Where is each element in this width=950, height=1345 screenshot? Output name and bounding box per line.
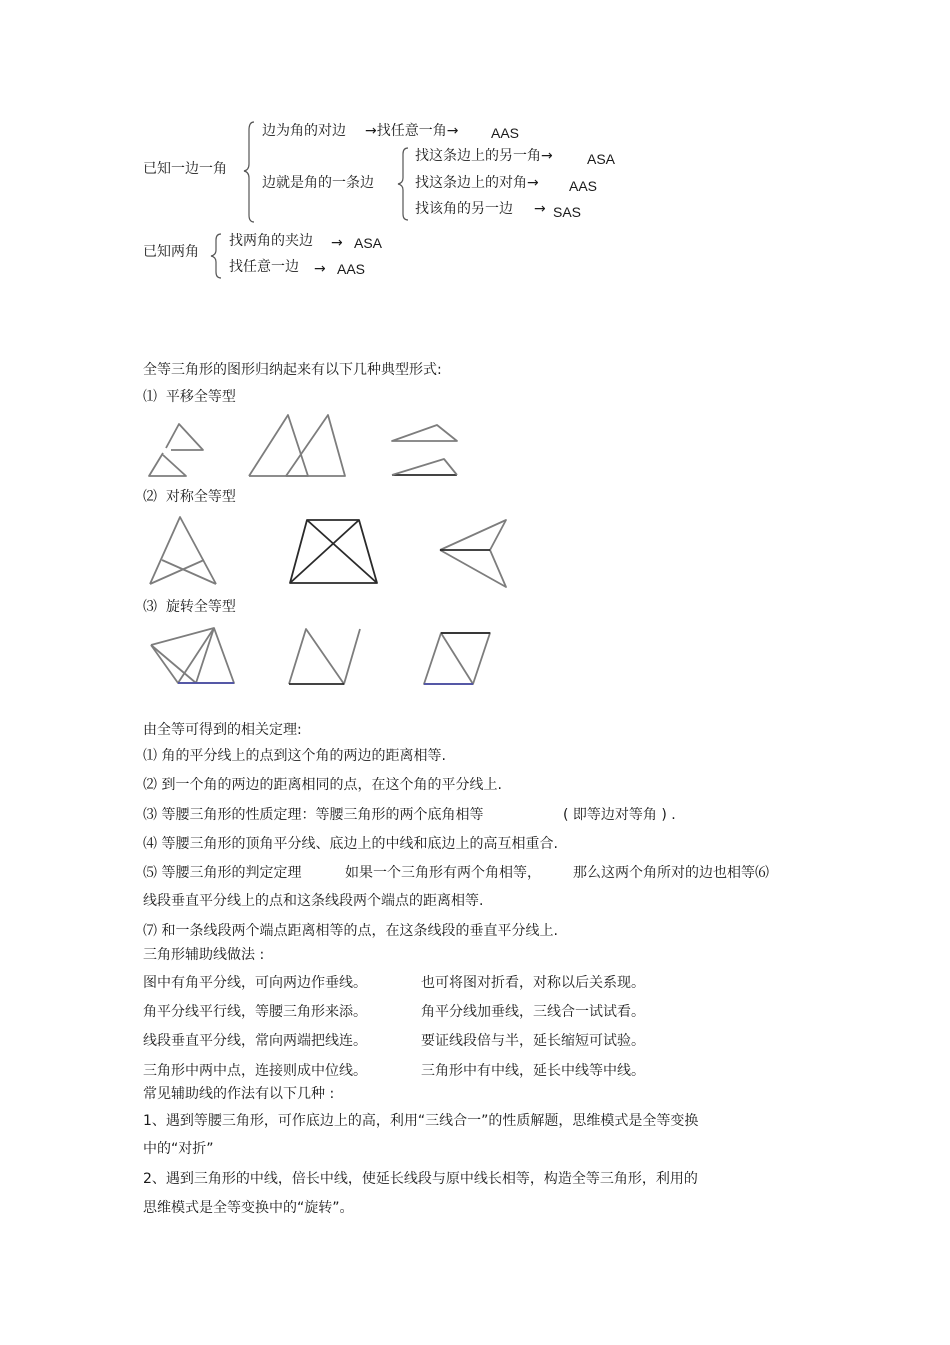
aux-row-2-left: 角平分线平行线，等腰三角形来添。 [143,1004,367,1020]
form-symmetric-label: 对称全等型 [165,489,236,505]
theorem-5: ⑸ 等腰三角形的判定定理 [143,865,302,881]
form-symmetric-title [143,488,236,506]
label-two-angles: 已知两角 [143,244,199,260]
common-p1-line1: 1、遇到等腰三角形，可作底边上的高，利用“三线合一”的性质解题，思维模式是全等变换 [143,1113,699,1129]
sub-other-side: 找该角的另一边 [415,201,513,217]
sub-any-side-arrow: → [314,261,326,277]
branch-adjacent-side: 边就是角的一条边 [262,175,374,191]
label-one-side-one-angle: 已知一边一角 [143,161,227,177]
theorem-5-if: 如果一个三角形有两个角相等， [345,865,541,881]
figure-translate-1 [146,418,208,480]
brace-one-side-one-angle [244,120,256,225]
brace-adjacent-side [398,146,410,222]
theorem-3: ⑶ 等腰三角形的性质定理：等腰三角形的两个底角相等 [143,807,484,823]
theorems-title: 由全等可得到的相关定理: [143,722,302,738]
sub-other-side-arrow: → [534,201,546,217]
figure-rotate-3 [421,630,495,688]
result-sas: SAS [553,204,582,220]
sub-any-side: 找任意一边 [229,259,299,275]
sub-other-angle: 找这条边上的另一角→ [415,148,553,164]
common-p1-line2: 中的“对折” [143,1141,214,1157]
aux-row-3-left: 线段垂直平分线，常向两端把线连。 [143,1033,367,1049]
result-aas-3: AAS [337,261,366,277]
aux-row-3-right: 要证线段倍与半，延长缩短可试验。 [421,1033,645,1049]
theorem-6: 线段垂直平分线上的点和这条线段两个端点的距离相等. [143,893,484,909]
figure-translate-3 [389,423,461,479]
theorem-1: ⑴ 角的平分线上的点到这个角的两边的距离相等. [143,748,446,764]
sub-opposite-angle: 找这条边上的对角→ [415,175,539,191]
form-rotate-label: 旋转全等型 [165,599,236,615]
result-aas-1: AAS [491,125,520,141]
result-asa-1: ASA [587,151,616,167]
aux-row-4-right: 三角形中有中线，延长中线等中线。 [421,1063,645,1079]
result-aas-2: AAS [569,178,598,194]
theorem-5-then: 那么这两个角所对的边也相等⑹ [573,865,769,881]
figure-rotate-1 [148,625,240,687]
theorem-3-note: ( 即等边对等角 ) . [563,807,676,823]
result-asa-2: ASA [354,235,383,251]
theorem-2: ⑵ 到一个角的两边的距离相同的点，在这个角的平分线上. [143,777,502,793]
form-symmetric-num: ⑵ [143,489,157,505]
aux-row-4-left: 三角形中两中点，连接则成中位线。 [143,1063,367,1079]
aux-row-2-right: 角平分线加垂线，三线合一试试看。 [421,1004,645,1020]
aux-row-1-right: 也可将图对折看，对称以后关系现。 [421,975,645,991]
theorem-4: ⑷ 等腰三角形的顶角平分线、底边上的中线和底边上的高互相重合. [143,836,558,852]
form-translate-title [143,388,236,406]
branch-opposite-side: 边为角的对边 [262,123,346,139]
sub-included-side-arrow: → [331,235,343,251]
aux-title: 三角形辅助线做法 : [143,947,265,963]
brace-two-angles [211,232,223,280]
theorem-7: ⑺ 和一条线段两个端点距离相等的点，在这条线段的垂直平分线上. [143,923,558,939]
common-p2-line2: 思维模式是全等变换中的“旋转”。 [143,1200,354,1216]
form-rotate-title [143,598,236,616]
branch-opposite-arrow: →找任意一角→ [365,123,459,139]
forms-intro: 全等三角形的图形归纳起来有以下几种典型形式: [143,362,442,378]
form-rotate-num: ⑶ [143,599,157,615]
figure-symmetric-3 [438,517,510,589]
figure-symmetric-2 [287,517,381,586]
form-translate-label: 平移全等型 [165,389,236,405]
figure-symmetric-1 [146,514,220,586]
figure-translate-2 [246,413,348,479]
figure-rotate-2 [286,626,366,688]
common-p2-line1: 2、遇到三角形的中线，倍长中线，使延长线段与原中线长相等，构造全等三角形，利用的 [143,1171,698,1187]
aux-row-1-left: 图中有角平分线，可向两边作垂线。 [143,975,367,991]
form-translate-num: ⑴ [143,389,157,405]
common-title: 常见辅助线的作法有以下几种 : [143,1086,335,1102]
sub-included-side: 找两角的夹边 [229,233,313,249]
